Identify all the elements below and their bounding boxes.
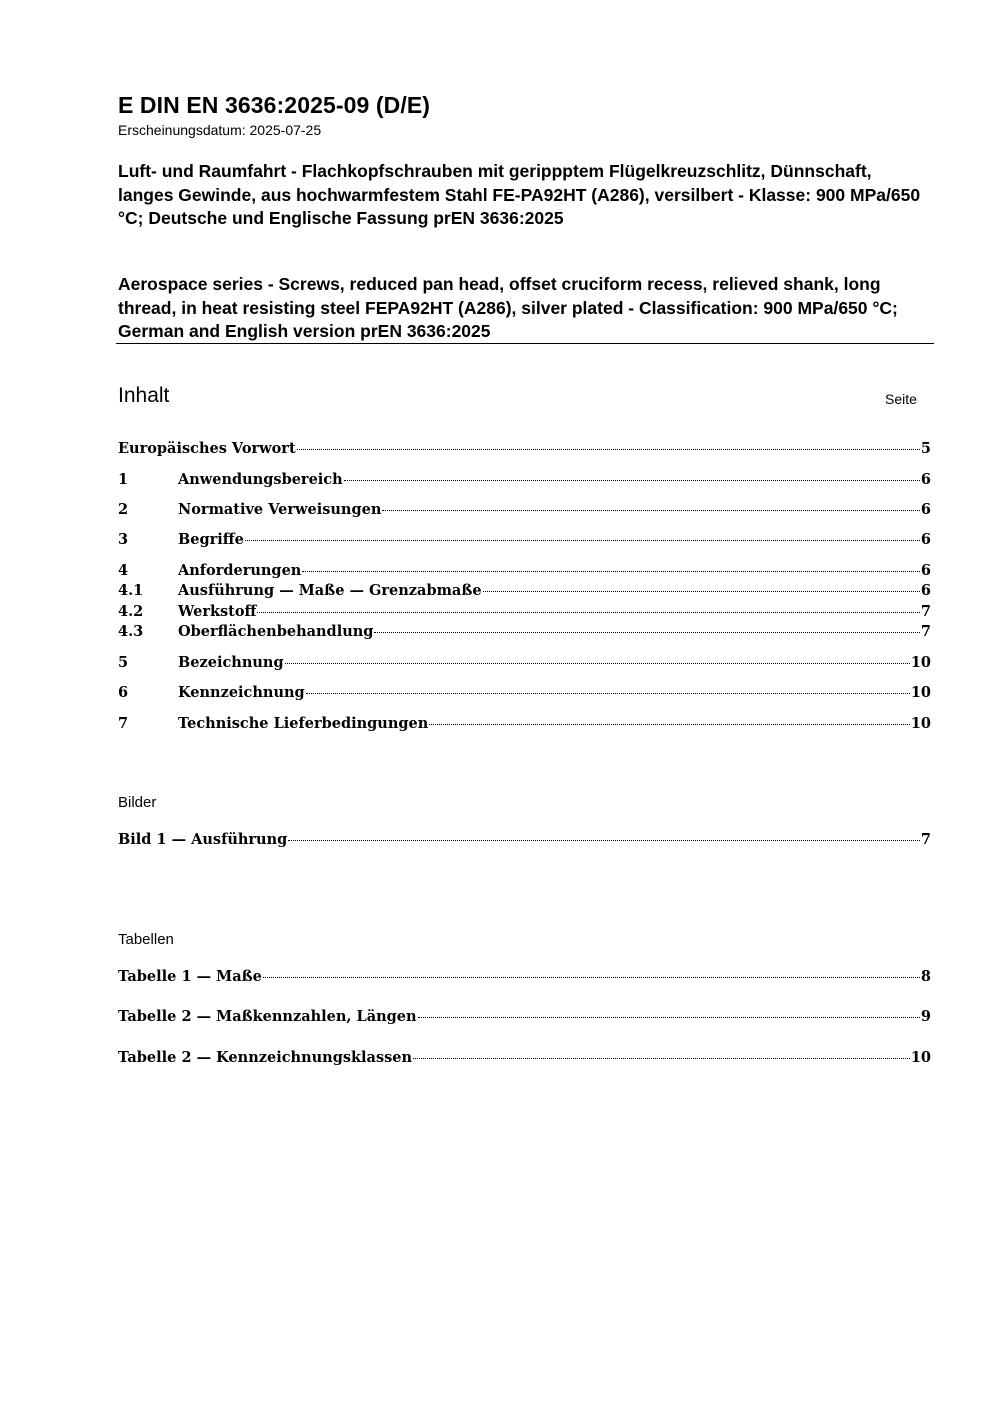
publication-date: Erscheinungsdatum: 2025-07-25 <box>118 122 322 138</box>
toc-leader-dots <box>429 724 910 725</box>
title-german: Luft- und Raumfahrt - Flachkopfschrauben mit gerippptem Flügelkreuzschlitz, Dünnschaft, langes Gewinde, aus hochwarmfestem Stahl FE-PA92HT (A286), versilbert - Klasse: 900 MPa/650 °C; Deutsche und Englische Fassung prEN 3636:2025 <box>118 161 921 228</box>
toc-entry[interactable] <box>118 471 931 491</box>
toc-leader-dots <box>483 591 920 592</box>
toc-page-column-heading: Seite <box>885 391 917 407</box>
toc-entry[interactable] <box>118 531 931 551</box>
toc-entry-text: Werkstoff <box>178 603 257 620</box>
toc-entry[interactable] <box>118 715 931 735</box>
table-entry-text: Tabelle 2 — Maßkennzahlen, Längen <box>118 1008 417 1025</box>
toc-leader-dots <box>285 663 910 664</box>
toc-leader-dots <box>302 571 920 572</box>
toc-leader-dots <box>374 632 919 633</box>
table-entry-page: 10 <box>910 1049 931 1066</box>
toc-entry[interactable] <box>118 501 931 521</box>
toc-entry-number: 7 <box>118 715 129 732</box>
toc-entry-page: 7 <box>920 603 931 620</box>
table-entry[interactable] <box>118 968 931 988</box>
toc-entry-text: Begriffe <box>178 531 244 548</box>
toc-entry-page: 6 <box>920 471 931 488</box>
figure-entry-page: 7 <box>920 831 931 848</box>
toc-entry-number: 2 <box>118 501 129 518</box>
figure-entry-text: Bild 1 — Ausführung <box>118 831 288 848</box>
figure-entry[interactable] <box>118 831 931 851</box>
table-entry[interactable] <box>118 1008 931 1028</box>
toc-leader-dots <box>288 840 920 841</box>
toc-leader-dots <box>382 510 920 511</box>
toc-heading: Inhalt <box>118 384 170 407</box>
toc-entry[interactable] <box>118 684 931 704</box>
toc-entry-number: 6 <box>118 684 129 701</box>
toc-leader-dots <box>413 1058 910 1059</box>
toc-entry-page: 6 <box>920 501 931 518</box>
toc-leader-dots <box>263 977 920 978</box>
toc-leader-dots <box>418 1017 920 1018</box>
toc-entry[interactable] <box>118 562 931 582</box>
toc-entry-page: 10 <box>910 715 931 732</box>
toc-entry[interactable] <box>118 603 931 623</box>
tables-heading: Tabellen <box>118 931 174 948</box>
toc-entry-text: Oberflächenbehandlung <box>178 623 374 640</box>
table-entry[interactable] <box>118 1049 931 1069</box>
toc-entry-page: 6 <box>920 582 931 599</box>
table-entry-page: 9 <box>920 1008 931 1025</box>
toc-entry-number: 1 <box>118 471 129 488</box>
toc-entry-number: 5 <box>118 654 129 671</box>
toc-leader-dots <box>245 540 920 541</box>
toc-entry-number: 4.3 <box>118 623 144 640</box>
toc-entry-text: Europäisches Vorwort <box>118 440 296 457</box>
title-divider <box>116 343 934 344</box>
toc-leader-dots <box>344 480 920 481</box>
table-entry-text: Tabelle 1 — Maße <box>118 968 262 985</box>
toc-entry-text: Bezeichnung <box>178 654 284 671</box>
toc-entry-page: 10 <box>910 684 931 701</box>
toc-entry-text: Kennzeichnung <box>178 684 305 701</box>
toc-entry-text: Anwendungsbereich <box>178 471 343 488</box>
title-english: Aerospace series - Screws, reduced pan head, offset cruciform recess, relieved shank, long thread, in heat resisting steel FEPA92HT (A286), silver plated - Classification: 900 MPa/650 °C; German and English version prEN 3636:2025 <box>118 274 898 341</box>
toc-entry-text: Normative Verweisungen <box>178 501 382 518</box>
toc-entry-number: 4.2 <box>118 603 144 620</box>
toc-entry-page: 6 <box>920 531 931 548</box>
toc-leader-dots <box>306 693 910 694</box>
toc-entry-page: 7 <box>920 623 931 640</box>
toc-entry-number: 3 <box>118 531 129 548</box>
toc-leader-dots <box>257 612 919 613</box>
toc-entry-page: 10 <box>910 654 931 671</box>
toc-entry-text: Technische Lieferbedingungen <box>178 715 429 732</box>
toc-entry[interactable] <box>118 440 931 460</box>
toc-entry-page: 6 <box>920 562 931 579</box>
toc-entry[interactable] <box>118 623 931 643</box>
toc-entry-text: Ausführung — Maße — Grenzabmaße <box>178 582 482 599</box>
toc-entry[interactable] <box>118 582 931 602</box>
table-entry-page: 8 <box>920 968 931 985</box>
document-number: E DIN EN 3636:2025-09 (D/E) <box>118 92 431 118</box>
toc-entry-text: Anforderungen <box>178 562 302 579</box>
toc-entry[interactable] <box>118 654 931 674</box>
toc-entry-number: 4 <box>118 562 129 579</box>
toc-entry-number: 4.1 <box>118 582 144 599</box>
figures-heading: Bilder <box>118 794 157 811</box>
toc-entry-page: 5 <box>920 440 931 457</box>
table-entry-text: Tabelle 2 — Kennzeichnungsklassen <box>118 1049 413 1066</box>
toc-leader-dots <box>297 449 920 450</box>
